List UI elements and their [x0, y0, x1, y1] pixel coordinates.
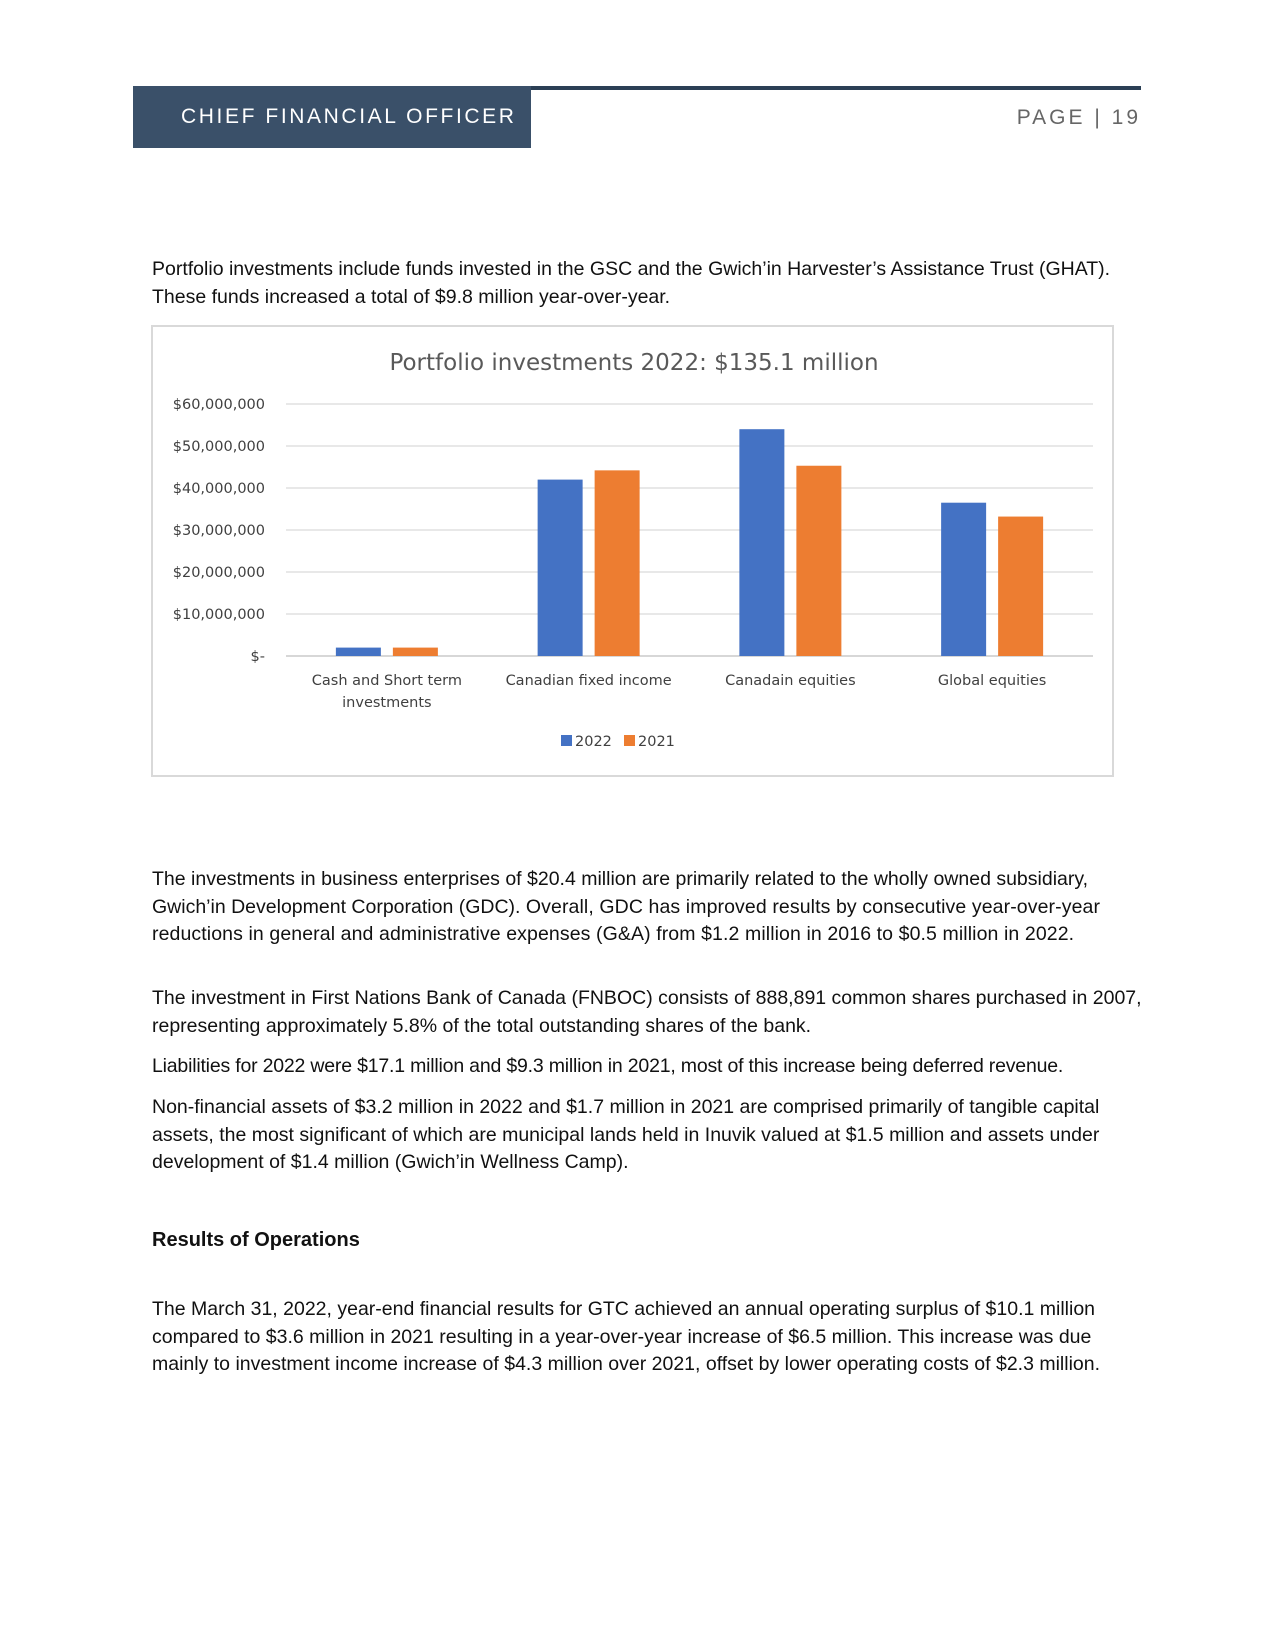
section-title-band — [133, 86, 531, 148]
legend-label-2022: 2022 — [575, 734, 612, 750]
bar-2021 — [998, 517, 1043, 656]
paragraph-business-enterprises-part1: The investments in business enterprises of $20.4 million are primarily related to the wholly owned subsidiary, Gwich’in Development Corporation (GDC). — [152, 868, 1089, 918]
legend-swatch-2022 — [561, 735, 572, 746]
y-tick-label: $50,000,000 — [172, 439, 265, 455]
y-tick-label: $20,000,000 — [172, 565, 265, 581]
x-tick-label: Cash and Short term — [311, 673, 462, 689]
paragraph-business-enterprises-part2: Overall, GDC has improved results by consecutive year-over-year reductions in general and administrative expenses (G&A) from $1.2 million in 2016 to $0.5 million in 2022. — [152, 895, 1101, 945]
bar-2022 — [941, 503, 986, 656]
page-number: PAGE | 19 — [1016, 106, 1141, 129]
y-tick-label: $- — [250, 649, 265, 665]
x-tick-label: Canadain equities — [725, 673, 856, 689]
bar-2022 — [739, 429, 784, 656]
paragraph-business-enterprises — [152, 866, 1142, 949]
paragraph-non-financial-assets: Non-financial assets of $3.2 million in 2022 and $1.7 million in 2021 are comprised primarily of tangible capital assets, the most significant of which are municipal lands held in Inuvik valued at $1.5 million and assets under development of $1.4 million (Gwich’in Wellness Camp). — [152, 1096, 1100, 1173]
bar-2021 — [796, 466, 841, 656]
x-tick-label: Global equities — [937, 673, 1047, 689]
x-tick-label: investments — [342, 695, 432, 711]
x-tick-label: Canadian fixed income — [505, 673, 672, 689]
section-title: CHIEF FINANCIAL OFFICER — [181, 105, 517, 128]
y-tick-label: $40,000,000 — [172, 481, 265, 497]
legend-swatch-2021 — [624, 735, 635, 746]
bar-2022 — [538, 480, 583, 656]
bar-2022 — [336, 648, 381, 656]
paragraph-portfolio-intro: Portfolio investments include funds invested in the GSC and the Gwich’in Harvester’s Assistance Trust (GHAT). These funds increased a total of $9.8 million year-over-year. — [152, 258, 1111, 308]
portfolio-chart-svg — [153, 327, 1116, 779]
portfolio-chart — [151, 325, 1114, 777]
y-tick-label: $60,000,000 — [172, 397, 265, 413]
chart-title: Portfolio investments 2022: $135.1 million — [389, 350, 879, 376]
bar-2021 — [393, 648, 438, 656]
legend-label-2021: 2021 — [638, 734, 675, 750]
paragraph-fnboc: The investment in First Nations Bank of Canada (FNBOC) consists of 888,891 common shares purchased in 2007, representing approximately 5.8% of the total outstanding shares of the bank. — [152, 987, 1142, 1037]
paragraph-liabilities: Liabilities for 2022 were $17.1 million and $9.3 million in 2021, most of this increase being deferred revenue. — [152, 1055, 1064, 1077]
y-tick-label: $30,000,000 — [172, 523, 265, 539]
bar-2021 — [595, 470, 640, 656]
paragraph-results: The March 31, 2022, year-end financial results for GTC achieved an annual operating surplus of $10.1 million compared to $3.6 million in 2021 resulting in a year-over-year increase of $6.5 million. This increase was due mainly to investment income increase of $4.3 million over 2021, offset by lower operating costs of $2.3 million. — [152, 1298, 1101, 1375]
heading-results-of-operations: Results of Operations — [152, 1229, 360, 1251]
y-tick-label: $10,000,000 — [172, 607, 265, 623]
